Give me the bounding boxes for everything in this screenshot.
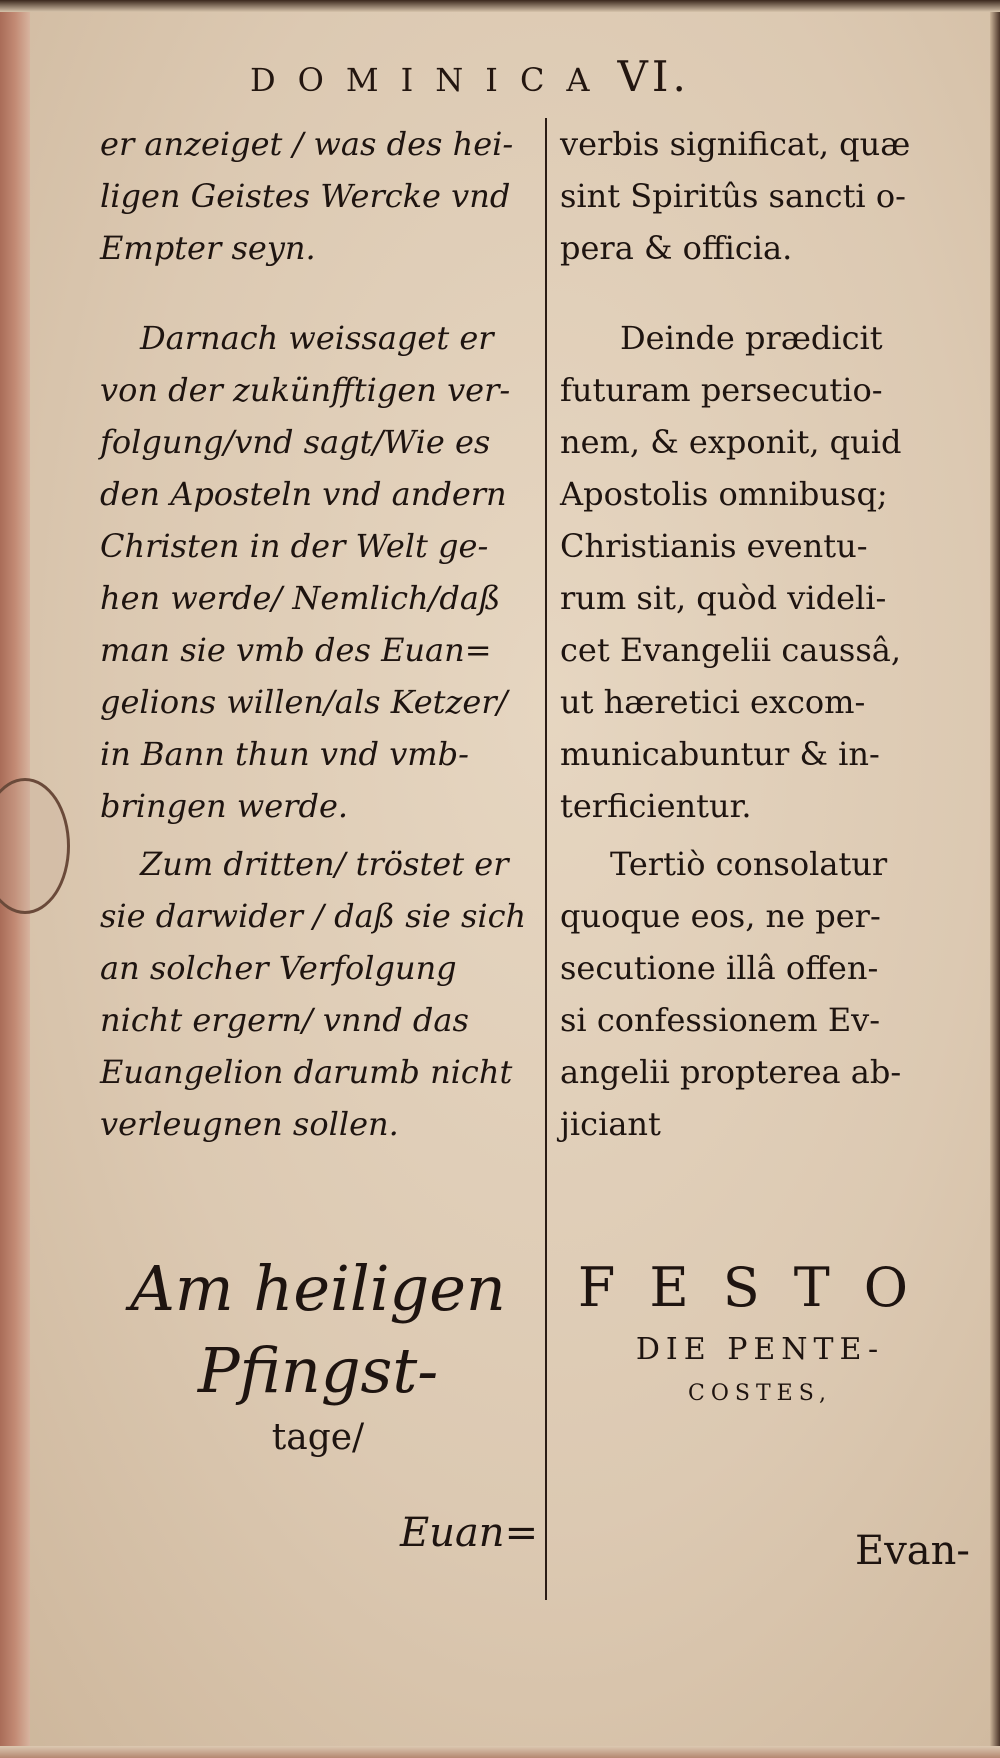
text-line: Christen in der Welt ge- — [100, 527, 489, 565]
latin-section-heading — [560, 1250, 960, 1414]
book-clasp — [0, 778, 70, 914]
text-line: er anzeiget / was des hei- — [100, 125, 514, 163]
text-line: Euangelion darumb nicht — [100, 1053, 513, 1091]
german-paragraph-1 — [100, 118, 536, 274]
heading-line: DIE PENTE- — [635, 1332, 885, 1367]
text-line: verbis significat, quæ — [560, 125, 911, 163]
text-line: sint Spiritûs sancti o- — [560, 177, 906, 215]
text-line: ut hæretici excom- — [560, 683, 866, 721]
heading-line: FESTO — [577, 1256, 943, 1319]
latin-paragraph-3 — [560, 838, 960, 1150]
latin-catchword: Evan- — [855, 1528, 970, 1574]
text-line: Tertiò consolatur — [610, 845, 888, 883]
text-line: futuram persecutio- — [560, 371, 883, 409]
heading-line: Am heiligen — [130, 1252, 506, 1325]
text-line: bringen werde. — [100, 787, 349, 825]
text-line: rum sit, quòd videli- — [560, 579, 887, 617]
text-line: quoque eos, ne per- — [560, 897, 881, 935]
text-line: Christianis eventu- — [560, 527, 868, 565]
column-divider — [545, 118, 547, 1600]
latin-paragraph-2 — [560, 312, 960, 832]
text-line: ligen Geistes Wercke vnd — [100, 177, 511, 215]
text-line: Deinde prædicit — [620, 319, 883, 357]
german-catchword: Euan= — [400, 1510, 539, 1556]
text-line: hen werde/ Nemlich/daß — [100, 579, 501, 617]
page-edge-right — [990, 0, 1000, 1758]
text-line: Zum dritten/ tröstet er — [140, 845, 509, 883]
text-line: angelii propterea ab- — [560, 1053, 902, 1091]
heading-line: Pfingst- — [197, 1334, 439, 1407]
text-line: man sie vmb des Euan= — [100, 631, 492, 669]
german-paragraph-3 — [100, 838, 536, 1150]
heading-line: tage/ — [271, 1417, 365, 1458]
german-paragraph-2 — [100, 312, 536, 832]
text-line: folgung/vnd sagt/Wie es — [100, 423, 491, 461]
text-line: si confessionem Ev- — [560, 1001, 881, 1039]
text-line: nicht ergern/ vnnd das — [100, 1001, 469, 1039]
text-line: sie darwider / daß sie sich — [100, 897, 527, 935]
text-line: gelions willen/als Ketzer/ — [100, 683, 508, 721]
text-line: Empter seyn. — [100, 229, 316, 267]
text-line: verleugnen sollen. — [100, 1105, 399, 1143]
page-edge-bottom — [0, 1746, 1000, 1758]
running-head-number: VI. — [617, 52, 690, 101]
text-line: pera & officia. — [560, 229, 793, 267]
heading-line: COSTES, — [688, 1381, 832, 1406]
text-line: den Aposteln vnd andern — [100, 475, 507, 513]
german-section-heading — [100, 1248, 536, 1464]
text-line: nem, & exponit, quid — [560, 423, 902, 461]
text-line: jiciant — [560, 1105, 661, 1143]
running-head — [250, 52, 790, 101]
text-line: secutione illâ offen- — [560, 949, 879, 987]
text-line: terficientur. — [560, 787, 752, 825]
text-line: municabuntur & in- — [560, 735, 880, 773]
latin-paragraph-1 — [560, 118, 960, 274]
text-line: Apostolis omnibusq; — [560, 475, 888, 513]
page-edge-top — [0, 0, 1000, 12]
running-head-title: DOMINICA — [250, 61, 612, 99]
text-line: cet Evangelii caussâ, — [560, 631, 902, 669]
text-line: in Bann thun vnd vmb- — [100, 735, 469, 773]
text-line: Darnach weissaget er — [140, 319, 494, 357]
text-line: von der zukünfftigen ver- — [100, 371, 511, 409]
text-line: an solcher Verfolgung — [100, 949, 457, 987]
